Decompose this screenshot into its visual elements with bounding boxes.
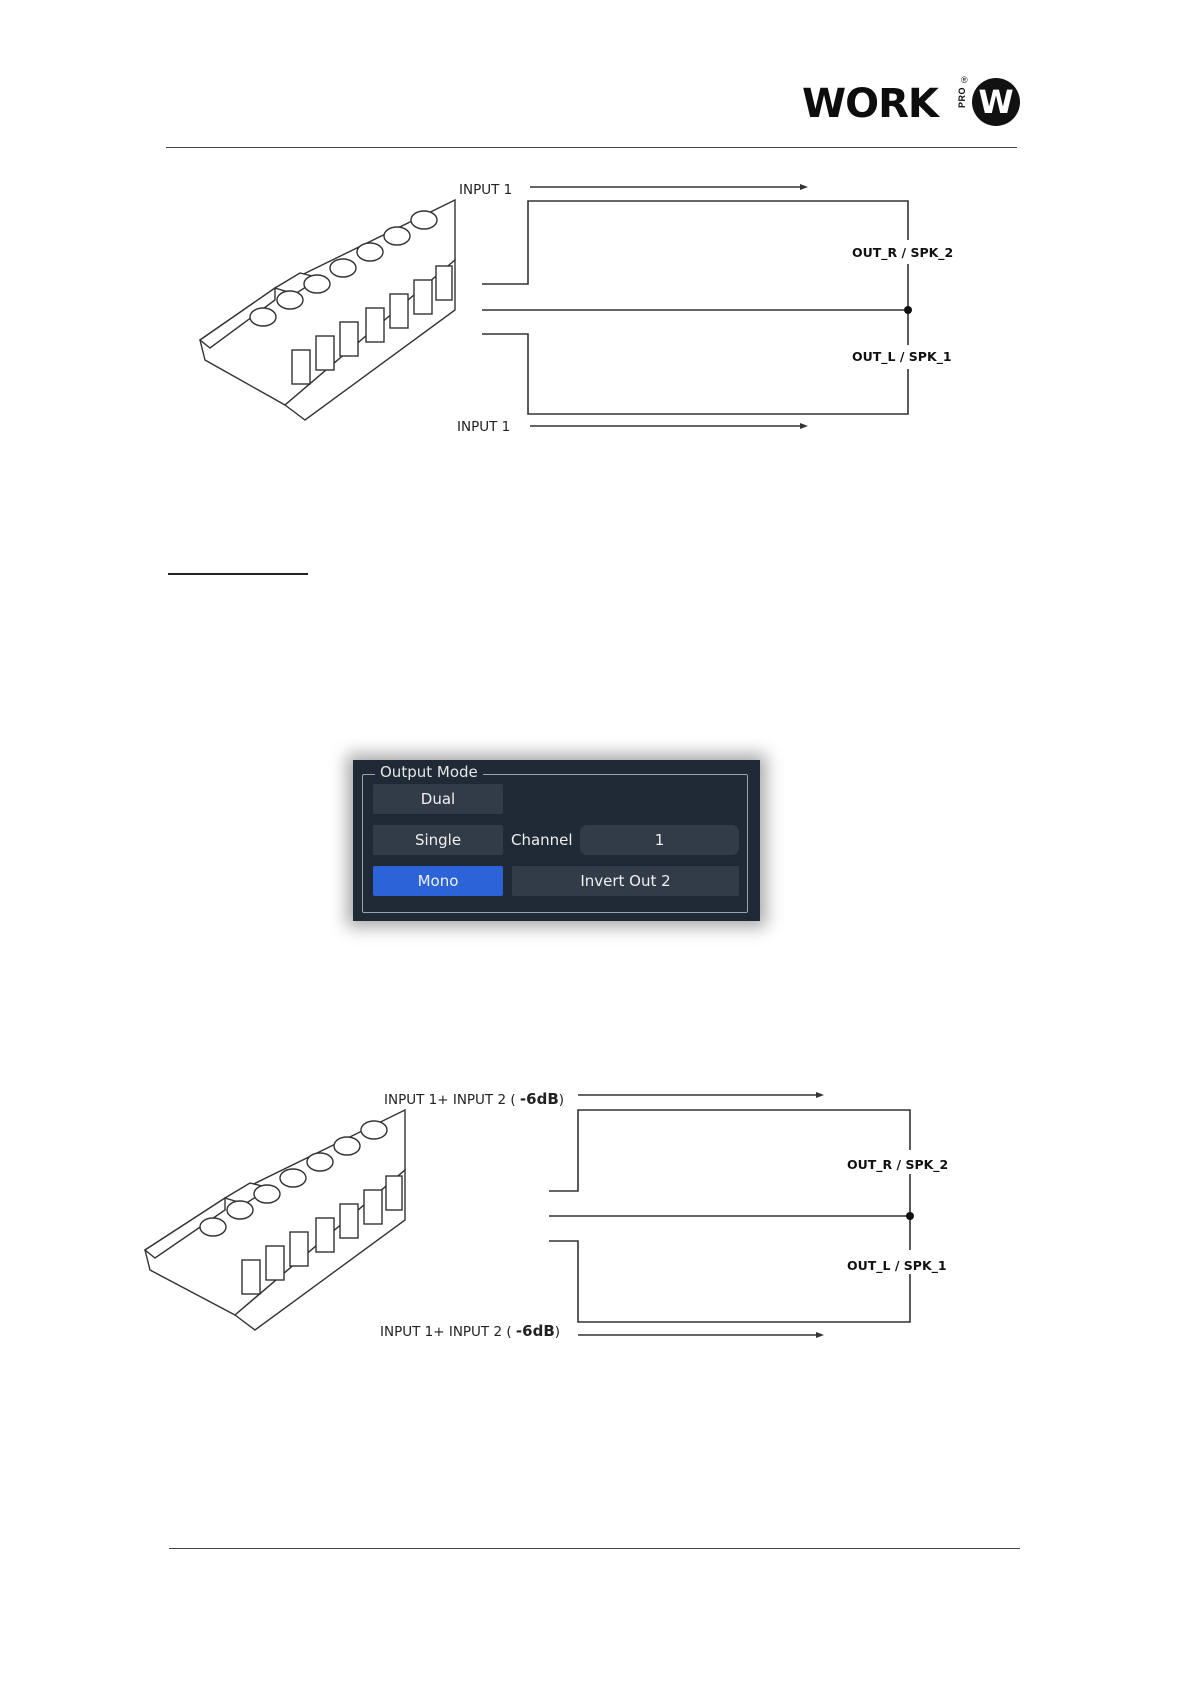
input-sum-label-bottom: [380, 1322, 560, 1340]
input-sum-bottom-gain: -6dB: [515, 1322, 555, 1340]
single-button[interactable]: Single: [373, 825, 503, 855]
input-sum-bottom-prefix: INPUT 1+ INPUT 2 (: [380, 1324, 516, 1340]
input-sum-top-prefix: INPUT 1+ INPUT 2 (: [384, 1092, 520, 1108]
arrow-head-top: [800, 184, 808, 190]
dual-button[interactable]: Dual: [373, 784, 503, 814]
signal-lines: [549, 1095, 910, 1335]
wiring-diagram-mono: [140, 1080, 980, 1370]
arrow-head-top: [816, 1092, 824, 1098]
mono-button[interactable]: Mono: [373, 866, 503, 896]
arrow-head-bottom: [800, 423, 808, 429]
out-r-label: OUT_R / SPK_2: [847, 1157, 949, 1172]
invert-out-2-button[interactable]: Invert Out 2: [512, 866, 739, 896]
junction-dot: [906, 1212, 914, 1220]
arrow-head-bottom: [816, 1332, 824, 1338]
out-r-label: OUT_R / SPK_2: [852, 245, 954, 260]
channel-field[interactable]: 1: [580, 825, 739, 855]
logo-pro-text: PRO: [957, 87, 967, 109]
logo-wordmark: WORK: [802, 81, 938, 127]
header-rule: [166, 147, 1017, 148]
input-label-bottom: INPUT 1: [457, 419, 511, 435]
junction-dot: [904, 306, 912, 314]
footer-rule: [169, 1548, 1020, 1549]
terminal-block-illustration: [200, 200, 455, 420]
out-l-label: OUT_L / SPK_1: [847, 1258, 947, 1273]
signal-lines: [482, 187, 908, 426]
section-underline: [168, 573, 308, 575]
input-sum-label-top: [384, 1090, 564, 1108]
output-mode-panel: [353, 760, 760, 921]
logo-registered-mark: ®: [961, 75, 968, 85]
brand-logo: [802, 75, 1022, 131]
input-sum-top-gain: -6dB: [519, 1090, 559, 1108]
out-l-label: OUT_L / SPK_1: [852, 349, 952, 364]
logo-w-emblem: W: [972, 78, 1020, 126]
input-label-top: INPUT 1: [459, 182, 513, 198]
channel-label: Channel: [511, 831, 573, 849]
wiring-diagram-dual: [180, 170, 980, 460]
output-mode-title: Output Mode: [375, 763, 483, 781]
input-sum-top-suffix: ): [558, 1092, 565, 1108]
terminal-block-illustration: [145, 1110, 405, 1330]
input-sum-bottom-suffix: ): [554, 1324, 561, 1340]
